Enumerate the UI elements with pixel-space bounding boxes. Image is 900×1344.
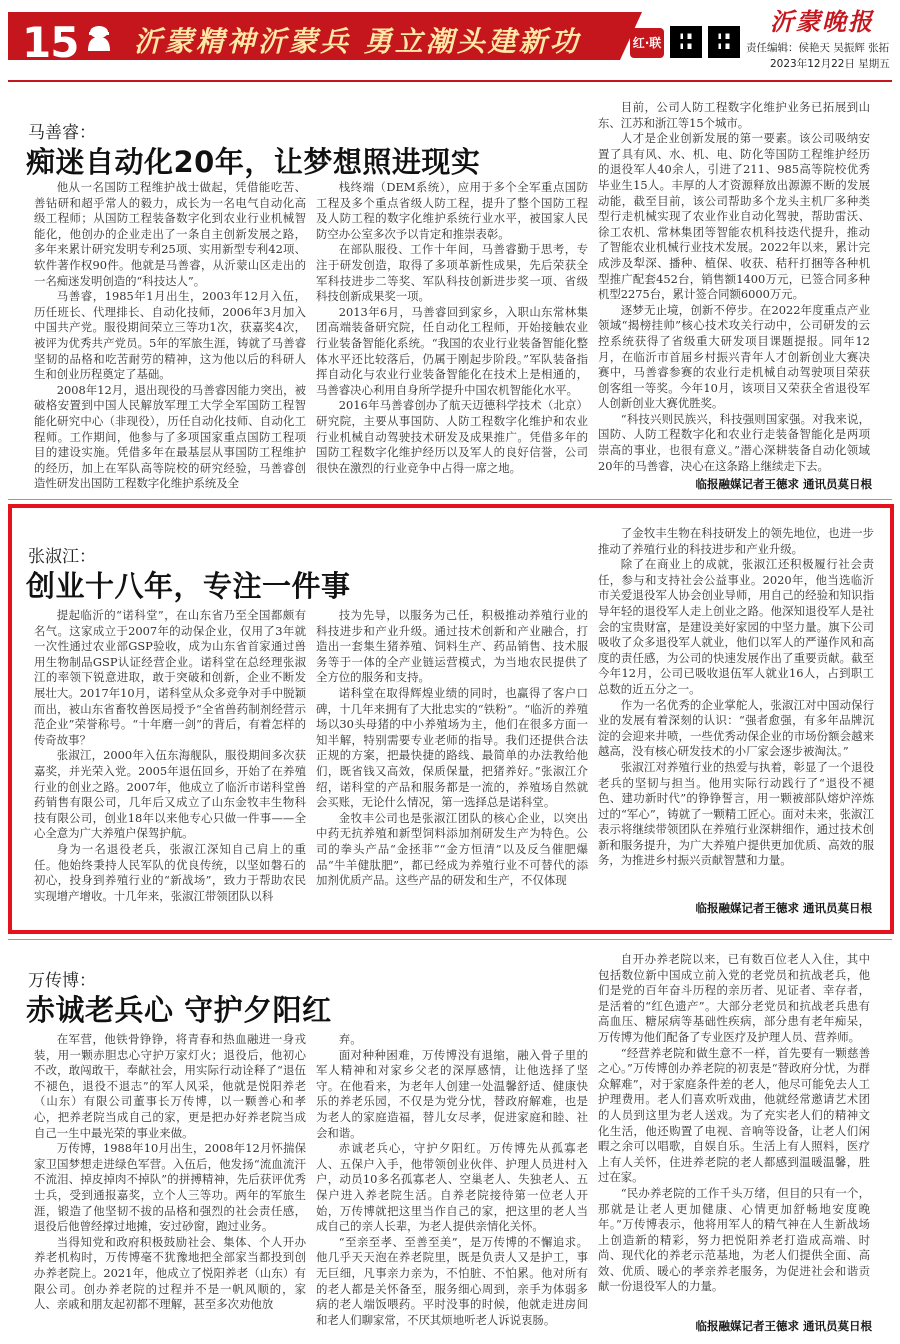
paragraph: 了金牧丰生物在科技研发上的领先地位，也进一步推动了养殖行业的科技进步和产业升级。 [598, 526, 874, 556]
paragraph: 面对种种困难，万传博没有退缩，融入骨子里的军人精神和对家乡父老的深厚感情，让他选择了坚守。在他看来，为老年人创建一处温馨舒适、健康快乐的养老乐园，不仅是为党分忧，替政府解难，也是为老人的家庭造福，替儿女尽孝，促进家庭和睦、社会和谐。 [316, 1047, 588, 1140]
article-column [316, 1032, 588, 1336]
article-column [34, 1032, 306, 1336]
paragraph: 2013年6月，马善睿回到家乡，入职山东常林集团高端装备研究院，任自动化工程师，开始接触农业行业装备智能化系统。“我国的农业行业装备智能化整体水平还比较落后，仍属于刚起步阶段。”军队装备指挥自动化与农业行业装备智能化在技术上是相通的，马善睿决心利用自身所学提升中国农机智能化水平。 [316, 304, 588, 397]
paragraph: “至亲至孝、至善至美”，是万传博的不懈追求。他几乎天天泡在养老院里，既是负责人又是护工，事无巨细，凡事亲力亲为，不怕脏、不怕累。他对所有的老人都是关怀备至，服务细心周到，亲手为体弱多病的老人端饭喂药。平时没事的时候，他就走进房间和老人们聊家常，不厌其烦地听老人诉说衷肠。 [316, 1234, 588, 1327]
paragraph: 除了在商业上的成就，张淑江还积极履行社会责任，参与和支持社会公益事业。2020年，他当选临沂市关爱退役军人协会创业导师，用自己的经验和知识指导年轻的退役军人走上创业之路。他深知退役军人是社会的宝贵财富，是建设美好家园的中坚力量。旗下公司吸收了众多退役军人就业，他们以军人的严谨作风和高度的责任感，为公司的快速发展作出了重要贡献。截至今年12月，公司已吸收退伍军人就业16人，占到职工总数的近五分之一。 [598, 557, 874, 696]
page-number: 15 [22, 18, 79, 67]
paragraph: 作为一名优秀的企业掌舵人，张淑江对中国动保行业的发展有着深刻的认识：“强者愈强，有多年品牌沉淀的会迎来井喷，一些优秀动保企业的市场份额会越来越高，没有核心研发技术的小厂家会逐步被淘汰。” [598, 697, 874, 759]
masthead-rule [8, 80, 892, 82]
paragraph: 栈终端（DEM系统），应用于多个全军重点国防工程及多个重点省级人防工程，提升了整个国防工程及人防工程的数字化维护系统行业水平，被国家人民防空办公室多次予以肯定和推崇表彰。 [316, 180, 588, 241]
paper-name: 沂蒙晚报 [770, 7, 874, 36]
paragraph: 逐梦无止境，创新不停步。在2022年度重点产业领域“揭榜挂帅”核心技术攻关行动中，公司研发的云控系统获得了省级重大研发项目课题提报。同年12月，在临沂市首届乡村振兴青年人才创新创业大赛决赛中，马善睿参赛的农业行走机械自动驾驶项目荣获创客组一等奖。今年10月，该项目又荣获全省退役军人创新创业大赛优胜奖。 [598, 302, 870, 411]
paragraph: 提起临沂的“诺科堂”，在山东省乃至全国都颇有名气。这家成立于2007年的动保企业，仅用了3年就一次性通过农业部GSP验收，成为山东省首家通过兽用生物制品GSP认证经营企业。诺科堂在总经理张淑江的率领下锐意进取，敢于突破和创新，企业不断发展壮大。2017年10月，诺科堂从众多竞争对手中脱颖而出，被山东省畜牧兽医局授予“全省兽药制剂经营示范企业”荣誉称号。“十年磨一剑”的背后，有着怎样的传奇故事？ [34, 608, 306, 747]
masthead-slogan: 沂蒙精神沂蒙兵 勇立潮头建新功 [134, 25, 581, 58]
paragraph: 人才是企业创新发展的第一要素。该公司吸纳安置了具有风、水、机、电、防化等国防工程维护经历的退役军人40余人，引进了211、985高等院校优秀毕业生15人。丰厚的人才资源释放出源源不断的发展动能，截至目前，该公司帮助多个龙头主机厂多种类型行走机械实现了农业作业自动化驾驶，帮助雷沃、徐工农机、常林集团等智能农机科技迭代提升，推动了智能农业机械行业技术发展。2022年以来，累计完成涉及犁深、播种、植保、收获、秸秆打捆等各种机型推广配套452台，销售额1400万元，已签合同多种机型2275台，累计签合同额6000万元。 [598, 131, 870, 302]
paragraph: 2008年12月，退出现役的马善睿因能力突出，被破格安置到中国人民解放军理工大学全军国防工程智能化研究中心（非现役），历任自动化技师、自动化工程师。工作期间，他参与了多项国家重点国防工程项目的建设实施。凭借多年在最基层从事国防工程维护的经历，加上在军队高等院校的研究经验，马善睿创造性研发出国防工程数字化维护系统及全 [34, 382, 306, 490]
article-kicker: 张淑江： [28, 547, 96, 567]
paragraph: 自开办养老院以来，已有数百位老人入住，其中包括数位新中国成立前入党的老党员和抗战老兵，他们是党的百年奋斗历程的亲历者、见证者、幸存者，是活着的“红色遗产”。大部分老党员和抗战老兵患有高血压、糖尿病等基础性疾病，部分患有老年痴呆，万传博为他们配备了专业医疗及护理人员、营养师。 [598, 952, 870, 1044]
red-linkage-logo: 红·联动 [630, 28, 664, 58]
paragraph: “经营养老院和做生意不一样，首先要有一颗慈善之心。”万传博创办养老院的初衷是“替政府分忧，为群众解难”，对于家庭条件差的老人，他尽可能免去人工护理费用。老人们喜欢听戏曲，他就经常邀请艺术团的人员到这里为老人送戏。为了充实老人们的精神文化生活，他还购置了电视、音响等设备，让老人们闲暇之余可以唱歌，自娱自乐。生活上有人照料，医疗上有人关怀，住进养老院的老人都感到温暖温馨，胜过在家。 [598, 1045, 870, 1185]
paragraph: 在军营，他铁骨铮铮，将青春和热血融进一身戎装，用一颗赤胆忠心守护万家灯火；退役后，他初心不改，敢闯敢干，奉献社会，用实际行动诠释了“退伍不褪色，退役不退志”的军人风采，他就是悦阳养老（山东）有限公司董事长万传博，以一颗善心和孝心，把养老院当成自己的家，更是把办好养老院当成自己一生中最光荣的事业来做。 [34, 1032, 306, 1140]
article-zhang-shujiang [8, 504, 894, 934]
article-headline: 痴迷自动化20年，让梦想照进现实 [26, 145, 481, 179]
paragraph: 2016年马善睿创办了航天迈德科学技术（北京）研究院，主要从事国防、人防工程数字化维护和农业行业机械自动驾驶技术研发及成果推广。凭借多年的国防工程数字化维护经历以及军人的良好信誉，公司很快在激烈的行业竞争中占得一席之地。 [316, 398, 588, 475]
qr-code-icon [708, 26, 740, 58]
masthead [0, 0, 900, 82]
article-wan-chuanbo [24, 944, 878, 1340]
article-kicker: 万传博： [28, 971, 96, 991]
article-column [316, 608, 588, 914]
paragraph: 目前，公司人防工程数字化维护业务已拓展到山东、江苏和浙江等15个城市。 [598, 100, 870, 130]
masthead-red-band [8, 12, 620, 67]
paragraph: 在部队服役、工作十年间，马善睿勤于思考，专注于研发创造，取得了多项革新性成果，先后荣获全军科技进步二等奖、军队科技创新进步奖一项、省级科技创新成果奖一项。 [316, 242, 588, 304]
article-headline: 赤诚老兵心 守护夕阳红 [26, 993, 332, 1027]
article-byline: 临报融媒记者王德求 通讯员莫日根 [695, 477, 872, 491]
paragraph: 他从一名国防工程维护战士做起，凭借能吃苦、善钻研和超乎常人的毅力，成长为一名电气自动化高级工程师；从国防工程装备数字化到农业行业机械智能化，他创办的企业走出了一条自主创新发展之路，多年来累计研究发明专利25项、实用新型专利42项、软件著作权90件。他就是马善睿，从沂蒙山区走出的一名痴迷发明创造的“科技达人”。 [34, 180, 306, 288]
article-column [316, 180, 588, 490]
article-kicker: 马善睿： [28, 123, 96, 143]
soldier-silhouette-icon [82, 21, 116, 55]
paragraph: 弃。 [338, 1032, 362, 1046]
paragraph: 赤诚老兵心，守护夕阳红。万传博先从孤寡老人、五保户入手，他带领创业伙伴、护理人员进村入户，动员10多名孤寡老人、空巢老人、失独老人、五保户进入养老院生活。自养老院接待第一位老人开始，万传博就把这里当作自己的家，把这里的老人当成自己的亲人长辈，为老人提供亲情化关怀。 [316, 1141, 588, 1234]
article-column [34, 180, 306, 490]
paragraph: 当得知党和政府积极鼓励社会、集体、个人开办养老机构时，万传博毫不犹豫地把全部家当都投到创办养老院上。2021年，他成立了悦阳养老（山东）有限公司。创办养老院的过程并不是一帆风顺的，家人、亲戚和朋友起初都不理解，甚至多次劝他放 [34, 1234, 306, 1312]
paragraph: 张淑江对养殖行业的热爱与执着，彰显了一个退役老兵的坚韧与担当。他用实际行动践行了“退役不褪色、建功新时代”的铮铮誓言，用一颗被部队熔炉淬炼过的“军心”，铸就了一颗精工匠心。面对未来，张淑江表示将继续带领团队在养殖行业深耕细作，通过技术创新和服务提升，为广大养殖户提供更加优质、高效的服务，为推进乡村振兴贡献智慧和力量。 [598, 759, 874, 868]
article-byline: 临报融媒记者王德求 通讯员莫日根 [695, 901, 872, 915]
article-headline: 创业十八年，专注一件事 [26, 569, 351, 603]
article-column [34, 608, 306, 914]
article-column [598, 100, 870, 472]
article-column [598, 952, 870, 1316]
paragraph: 张淑江，2000年入伍东海舰队，服役期间多次获嘉奖，并光荣入党。2005年退伍回乡，开始了在养殖行业的创业之路。2007年，他成立了临沂市诺科堂兽药销售有限公司，几年后又成立了山东金牧丰生物科技有限公司，创业18年以来他专心只做一件事——全心全意为广大养殖户保驾护航。 [34, 748, 306, 841]
article-ma-shanrui [24, 96, 878, 496]
qr-code-icon [670, 26, 702, 58]
paragraph: 诺科堂在取得辉煌业绩的同时，也赢得了客户口碑，十几年来拥有了大批忠实的“铁粉”。“临沂的养殖场以30头母猪的中小养殖场为主，他们在很多方面一知半解，特别需要专业老师的指导。我们还提供合法正规的方案，把最快捷的路线、最简单的办法教给他们，既省钱又高效，保质保量，把猪养好。”张淑江介绍，诺科堂的产品和服务都是一流的，养殖场自然就会买账，无论什么情况，第一选择总是诺科堂。 [316, 685, 588, 810]
article-divider [8, 499, 892, 500]
article-byline: 临报融媒记者王德求 通讯员莫日根 [695, 1319, 872, 1333]
paragraph: 马善睿，1985年1月出生，2003年12月入伍，历任班长、代理排长、自动化技师，2006年3月加入中国共产党。服役期间荣立三等功1次，获嘉奖4次，被评为优秀共产党员。5年的军旅生涯，铸就了马善睿坚韧的品格和吃苦耐劳的精神，这为他以后的科研人生和创业历程奠定了基础。 [34, 289, 306, 382]
editor-credits: 责任编辑：侯艳天 吴振辉 张拓 [746, 42, 890, 54]
paragraph: 技为先导，以服务为己任，积极推动养殖行业的科技进步和产业升级。通过技术创新和产业融合，打造出一套集生猪养殖、饲料生产、药品销售、技术服务等于一体的全产业链运营模式，为当地农民提供了全方位的服务和支持。 [316, 608, 588, 685]
article-column [598, 526, 874, 898]
paragraph: “民办养老院的工作千头万绪，但目的只有一个，那就是让老人更加健康、心情更加舒畅地安度晚年。”万传博表示，他将用军人的精气神在人生新战场上创造新的精彩，努力把悦阳养老打造成高端、时尚、现代化的养老示范基地，为老人们提供全面、高效、优质、暖心的孝亲养老服务，为促进社会和谐贡献一份退役军人的力量。 [598, 1185, 870, 1294]
paragraph: “科技兴则民族兴，科技强则国家强。对我来说，国防、人防工程数字化和农业行走装备智能化是两项崇高的事业，也很有意义。”潜心深耕装备自动化领域20年的马善睿，决心在这条路上继续走下去。 [598, 411, 870, 472]
article-divider [8, 939, 892, 940]
paragraph: 金牧丰公司也是张淑江团队的核心企业，以突出中药无抗养殖和新型饲料添加剂研发生产为特色。公司的拳头产品“金拯菲”“金方恒清”以及反刍催肥爆品“牛羊健肽肥”，都已经成为养殖行业不可替代的添加剂优质产品。这些产品的研发和生产，不仅体现 [316, 810, 588, 888]
paragraph: 身为一名退役老兵，张淑江深知自己肩上的重任。他始终秉持人民军队的优良传统，以坚如磐石的初心，投身到养殖行业的“新战场”，致力于帮助农民实现增产增收。十几年来，张淑江带领团队以科 [34, 841, 306, 903]
paragraph: 万传博，1988年10月出生，2008年12月怀揣保家卫国梦想走进绿色军营。入伍后，他发扬“流血流汗不流泪、掉皮掉肉不掉队”的拼搏精神，先后获评优秀士兵，受到通报嘉奖，立个人三等功。两年的军旅生涯，锻造了他坚韧不拔的品格和强烈的社会责任感，退役后他曾经撑过地摊，安过砂窗，跑过业务。 [34, 1141, 306, 1234]
issue-date: 2023年12月22日 星期五 [770, 58, 890, 70]
